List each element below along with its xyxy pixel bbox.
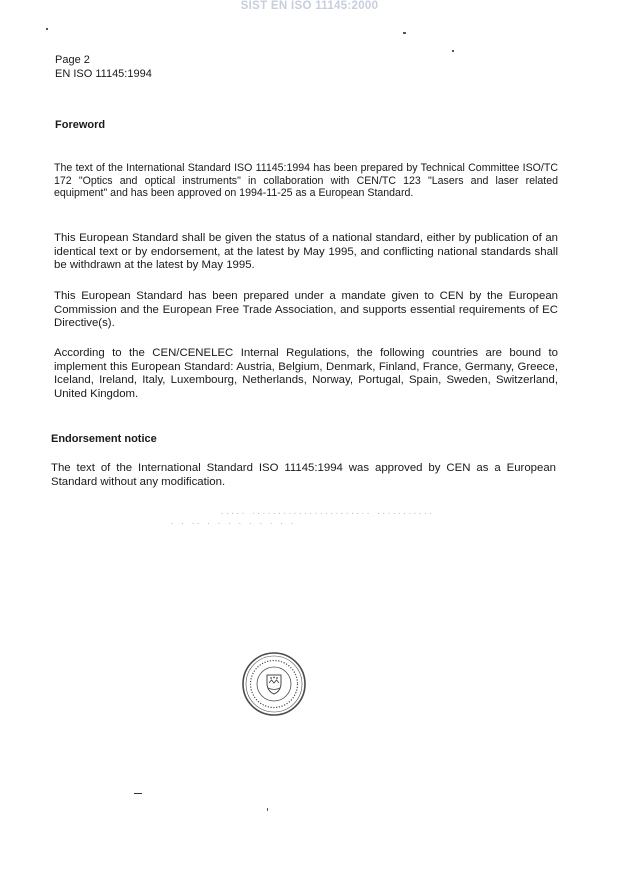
page-header [55, 53, 152, 81]
scan-speck [267, 808, 268, 811]
endorsement-heading: Endorsement notice [51, 433, 157, 445]
scan-dash [134, 793, 142, 794]
scan-speck [452, 50, 454, 52]
foreword-heading: Foreword [55, 119, 106, 131]
scan-speck [46, 28, 48, 30]
scan-noise: ····· ······················· ··········· [220, 510, 434, 518]
foreword-paragraph-3: This European Standard has been prepared under a mandate given to CEN by the European Commission and the European Free Trade Association, and supports essential requirements of EC Directive(s). [54, 290, 558, 330]
foreword-paragraph-2: This European Standard shall be given the status of a national standard, either by publication of an identical text or by endorsement, at the latest by May 1995, and conflicting national standards shall be withdrawn at the latest by May 1995. [54, 232, 558, 272]
foreword-paragraph-4: According to the CEN/CENELEC Internal Regulations, the following countries are bound to implement this European Standard: Austria, Belgium, Denmark, Finland, France, Germany, Greece, Iceland, Ireland, Italy, Luxembourg, Netherlands, Norway, Portugal, Spain, Sweden, Switzerland, United Kingdom. [54, 347, 558, 400]
page-number: Page 2 [55, 54, 90, 66]
foreword-paragraph-1: The text of the International Standard ISO 11145:1994 has been prepared by Technical Committee ISO/TC 172 "Optics and optical instruments" in collaboration with CEN/TC 123 "Lasers and laser related equipment" and has been approved on 1994-11-25 as a European Standard. [54, 162, 558, 200]
scan-noise: · · ·· · · · · · · · · · [170, 520, 296, 528]
watermark: SIST EN ISO 11145:2000 [240, 0, 379, 12]
endorsement-text: The text of the International Standard ISO 11145:1994 was approved by CEN as a European Standard without any modification. [51, 462, 556, 488]
official-seal [241, 651, 307, 717]
standard-reference: EN ISO 11145:1994 [55, 68, 152, 80]
scan-speck [403, 32, 406, 34]
